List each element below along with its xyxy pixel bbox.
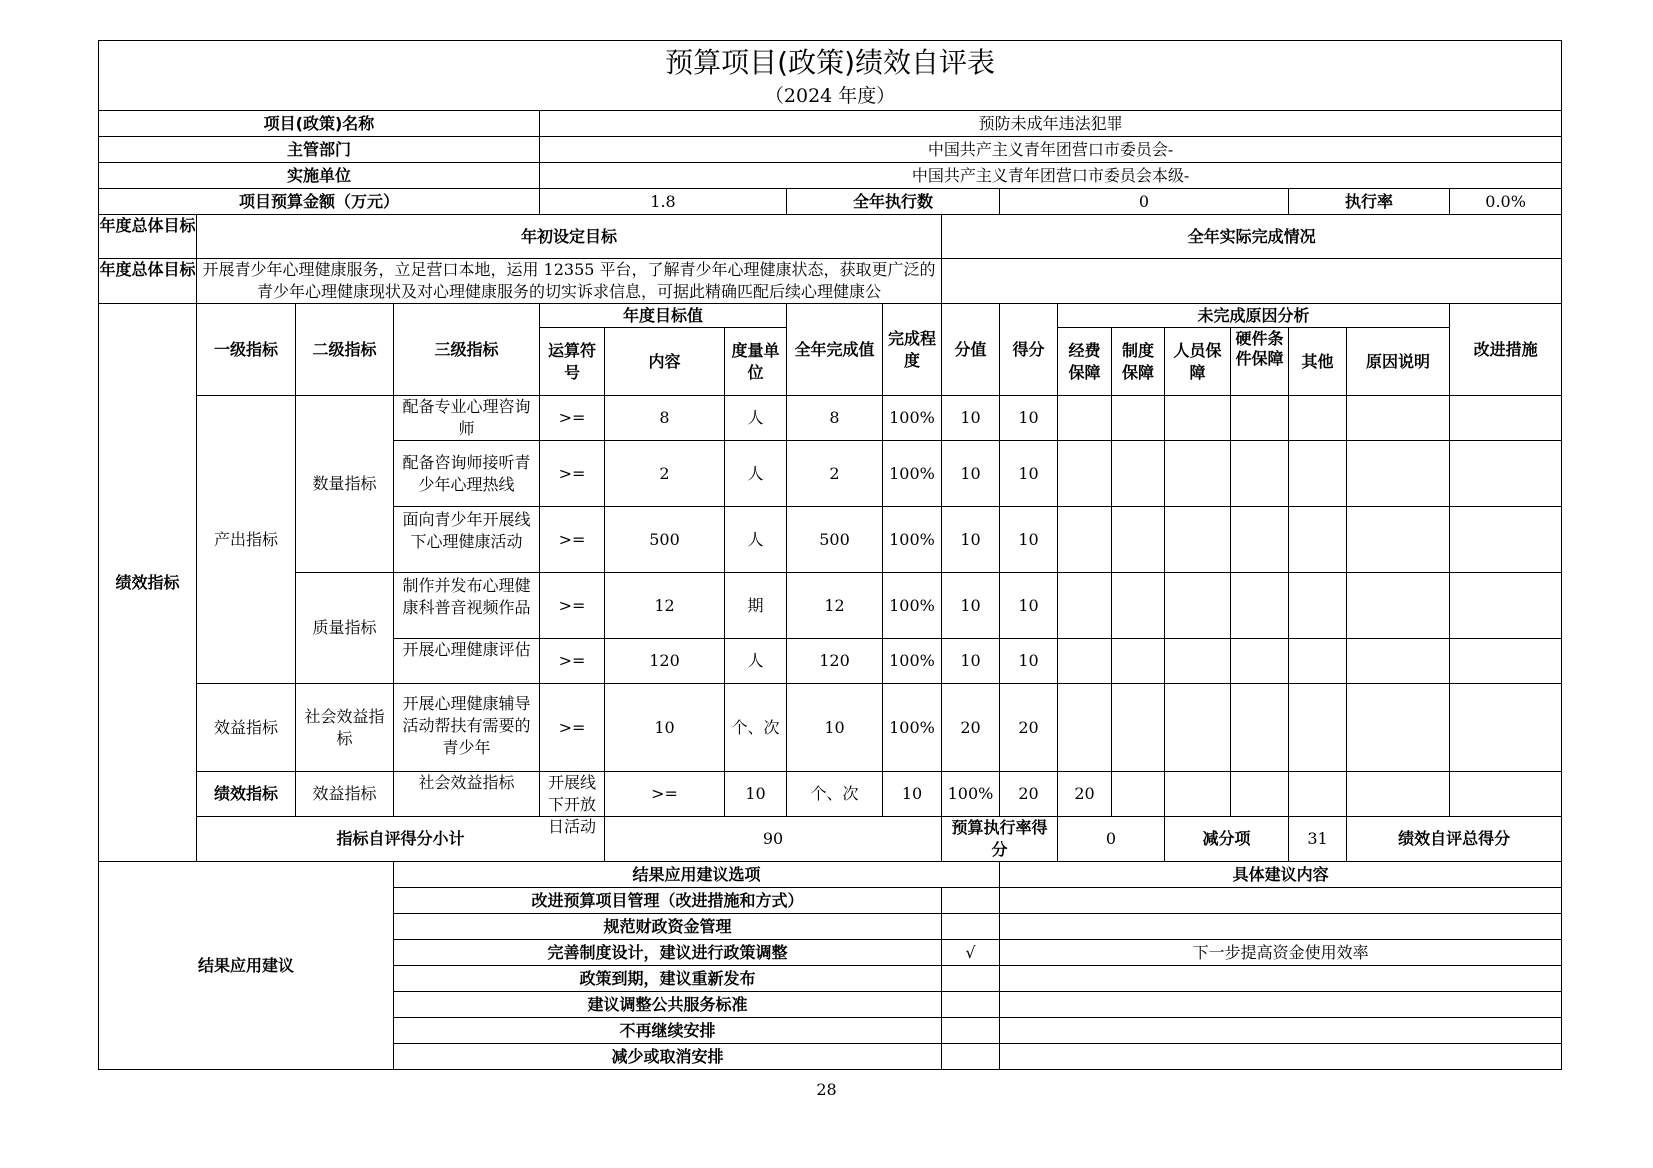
actual-goal-header: 全年实际完成情况 — [942, 215, 1562, 259]
suggest-option: 不再继续安排 — [394, 1018, 942, 1044]
actual-cell: 8 — [787, 396, 883, 441]
value-cell: 10 — [942, 507, 1000, 573]
op-cell: >= — [540, 507, 605, 573]
suggest-mark — [942, 888, 1000, 914]
group-quantity: 数量指标 — [296, 396, 394, 573]
value-cell: 20 — [942, 684, 1000, 772]
score-cell: 10 — [1000, 441, 1058, 507]
suggest-option: 政策到期，建议重新发布 — [394, 966, 942, 992]
suggest-mark — [942, 1044, 1000, 1070]
actual-cell: 120 — [787, 639, 883, 684]
content-cell: 2 — [605, 441, 725, 507]
reason-group-header: 未完成原因分析 — [1058, 304, 1450, 328]
unit-cell: 人 — [725, 396, 787, 441]
l3-cell: 开展心理健康辅导活动帮扶有需要的青少年 — [394, 684, 540, 772]
reason-hardware-header: 硬件条件保障 — [1231, 328, 1289, 396]
level1-header: 一级指标 — [197, 304, 296, 396]
value-cell: 10 — [942, 573, 1000, 639]
score-cell: 10 — [1000, 507, 1058, 573]
completion-header: 完成程度 — [883, 304, 942, 396]
improve-header: 改进措施 — [1450, 304, 1562, 396]
form-year: （2024 年度） — [764, 84, 896, 107]
project-name: 预防未成年违法犯罪 — [540, 111, 1562, 137]
pct-cell: 100% — [883, 684, 942, 772]
evaluation-form — [98, 40, 1561, 1070]
content-header: 内容 — [605, 328, 725, 396]
l3-cell: 开展心理健康评估 — [394, 639, 540, 684]
table-row — [99, 396, 1562, 441]
actual-cell: 500 — [787, 507, 883, 573]
unit-cell: 人 — [725, 507, 787, 573]
suggest-option: 减少或取消安排 — [394, 1044, 942, 1070]
suggest-text — [1000, 914, 1562, 940]
actual-cell: 12 — [787, 573, 883, 639]
op-cell: >= — [540, 684, 605, 772]
exec-score-value: 0 — [1058, 817, 1165, 862]
initial-goal-header: 年初设定目标 — [197, 215, 942, 259]
options-header: 结果应用建议选项 — [394, 862, 1000, 888]
group-social: 社会效益指标 — [296, 684, 394, 772]
op-cell: >= — [540, 396, 605, 441]
content-cell: 10 — [725, 772, 787, 817]
unit-label: 实施单位 — [99, 163, 540, 189]
budget-label: 项目预算金额（万元） — [99, 189, 540, 215]
score-header: 得分 — [1000, 304, 1058, 396]
initial-goal-text: 开展青少年心理健康服务，立足营口本地，运用 12355 平台，了解青少年心理健康状态，获取更广泛的青少年心理健康现状及对心理健康服务的切实诉求信息，可据此精确匹配后续心理健康公 — [197, 259, 942, 304]
value-cell: 10 — [942, 639, 1000, 684]
group-benefit-2: 效益指标 — [296, 772, 394, 817]
suggest-label: 结果应用建议 — [99, 862, 394, 1070]
title-cell — [99, 41, 1562, 111]
content-cell: 500 — [605, 507, 725, 573]
table-row — [99, 573, 1562, 639]
goals-label-1: 年度总体目标 — [99, 215, 197, 259]
actual-header: 全年完成值 — [787, 304, 883, 396]
level2-header: 二级指标 — [296, 304, 394, 396]
pct-cell: 100% — [883, 639, 942, 684]
form-title: 预算项目(政策)绩效自评表 — [665, 45, 996, 79]
pct-cell: 100% — [883, 396, 942, 441]
actual-cell: 10 — [787, 684, 883, 772]
reason-explain-header: 原因说明 — [1347, 328, 1450, 396]
suggest-text: 下一步提高资金使用效率 — [1000, 940, 1562, 966]
op-cell: >= — [540, 573, 605, 639]
reason-other-header: 其他 — [1289, 328, 1347, 396]
suggest-text — [1000, 1044, 1562, 1070]
perf-label: 绩效指标 — [99, 304, 197, 862]
op-cell: >= — [540, 441, 605, 507]
op-cell: >= — [605, 772, 725, 817]
suggest-option: 完善制度设计，建议进行政策调整 — [394, 940, 942, 966]
pct-cell: 100% — [942, 772, 1000, 817]
l3-cell: 面向青少年开展线下心理健康活动 — [394, 507, 540, 573]
reason-staff-header: 人员保障 — [1165, 328, 1231, 396]
suggest-text — [1000, 888, 1562, 914]
unit-cell: 个、次 — [725, 684, 787, 772]
operator-header: 运算符号 — [540, 328, 605, 396]
deduct-value: 31 — [1289, 817, 1347, 862]
table-row — [99, 772, 1562, 817]
suggest-mark — [942, 966, 1000, 992]
content-cell: 8 — [605, 396, 725, 441]
group-output: 产出指标 — [197, 396, 296, 684]
deduct-label: 减分项 — [1165, 817, 1289, 862]
score-cell: 20 — [1000, 684, 1058, 772]
content-cell: 10 — [605, 684, 725, 772]
actual-cell: 2 — [787, 441, 883, 507]
table-row — [99, 684, 1562, 772]
suggest-option: 建议调整公共服务标准 — [394, 992, 942, 1018]
perf-label-2: 绩效指标 — [197, 772, 296, 817]
l3-cell: 配备专业心理咨询师 — [394, 396, 540, 441]
evaluation-table — [98, 40, 1562, 1070]
rate-label: 执行率 — [1289, 189, 1450, 215]
goals-label-2: 年度总体目标 — [99, 259, 197, 304]
op-cell: >= — [540, 639, 605, 684]
budget-value: 1.8 — [540, 189, 787, 215]
total-label: 绩效自评总得分 — [1347, 817, 1562, 862]
level3-header: 三级指标 — [394, 304, 540, 396]
suggest-mark — [942, 1018, 1000, 1044]
rate-value: 0.0% — [1450, 189, 1562, 215]
value-cell: 10 — [942, 396, 1000, 441]
l3-cell: 配备咨询师接听青少年心理热线 — [394, 441, 540, 507]
exec-label: 全年执行数 — [787, 189, 1000, 215]
suggest-text — [1000, 992, 1562, 1018]
group-benefit: 效益指标 — [197, 684, 296, 772]
unit-cell: 个、次 — [787, 772, 883, 817]
unit-cell: 人 — [725, 639, 787, 684]
unit-cell: 人 — [725, 441, 787, 507]
group-quality: 质量指标 — [296, 573, 394, 684]
suggest-mark: √ — [942, 940, 1000, 966]
target-group-header: 年度目标值 — [540, 304, 787, 328]
unit-value: 中国共产主义青年团营口市委员会本级- — [540, 163, 1562, 189]
pct-cell: 100% — [883, 507, 942, 573]
l3-cell: 开展线下开放日活动 — [540, 772, 605, 817]
score-cell: 10 — [1000, 396, 1058, 441]
suggest-option: 规范财政资金管理 — [394, 914, 942, 940]
subtotal-label: 指标自评得分小计 — [197, 817, 605, 862]
dept-value: 中国共产主义青年团营口市委员会- — [540, 137, 1562, 163]
score-cell: 20 — [1058, 772, 1112, 817]
content-cell: 12 — [605, 573, 725, 639]
l3-cell: 制作并发布心理健康科普音视频作品 — [394, 573, 540, 639]
reason-fund-header: 经费保障 — [1058, 328, 1112, 396]
page-number: 28 — [816, 1080, 837, 1099]
score-cell: 10 — [1000, 573, 1058, 639]
unit-cell: 期 — [725, 573, 787, 639]
unit-header: 度量单位 — [725, 328, 787, 396]
suggest-text — [1000, 966, 1562, 992]
reason-system-header: 制度保障 — [1112, 328, 1165, 396]
exec-score-label: 预算执行率得分 — [942, 817, 1058, 862]
content-header-suggest: 具体建议内容 — [1000, 862, 1562, 888]
content-cell: 120 — [605, 639, 725, 684]
suggest-text — [1000, 1018, 1562, 1044]
actual-cell: 10 — [883, 772, 942, 817]
subtotal-value: 90 — [605, 817, 942, 862]
project-name-label: 项目(政策)名称 — [99, 111, 540, 137]
suggest-option: 改进预算项目管理（改进措施和方式） — [394, 888, 942, 914]
dept-label: 主管部门 — [99, 137, 540, 163]
pct-cell: 100% — [883, 441, 942, 507]
score-value-header: 分值 — [942, 304, 1000, 396]
group-social-2: 社会效益指标 — [394, 772, 540, 817]
suggest-mark — [942, 992, 1000, 1018]
value-cell: 10 — [942, 441, 1000, 507]
pct-cell: 100% — [883, 573, 942, 639]
exec-value: 0 — [1000, 189, 1289, 215]
actual-goal-text — [942, 259, 1562, 304]
value-cell: 20 — [1000, 772, 1058, 817]
score-cell: 10 — [1000, 639, 1058, 684]
suggest-mark — [942, 914, 1000, 940]
